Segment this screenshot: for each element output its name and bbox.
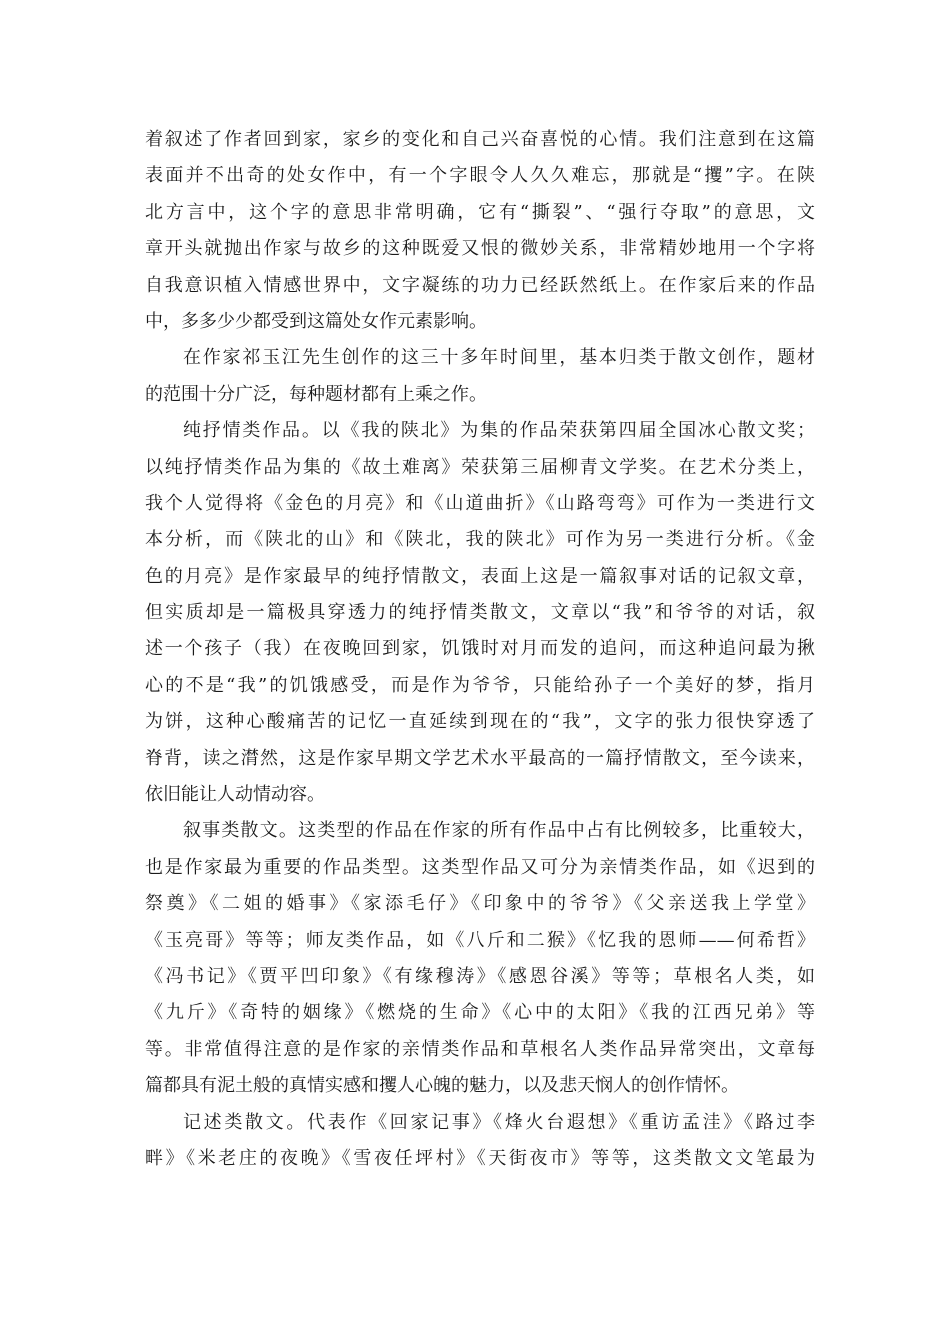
text-line: 等。非常值得注意的是作家的亲情类作品和草根名人类作品异常突出，文章每 [145,1038,815,1060]
text-line: 纯抒情类作品。以《我的陕北》为集的作品荣获第四届全国冰心散文奖； [183,420,815,442]
paragraph-4 [145,813,815,1104]
text-line: 《玉亮哥》等等；师友类作品，如《八斤和二猴》《忆我的恩师——何希哲》 [145,929,815,951]
paragraph-1 [145,122,815,340]
paragraph-5 [145,1105,815,1178]
text-line: 祭奠》《二姐的婚事》《家添毛仔》《印象中的爷爷》《父亲送我上学堂》 [145,893,815,915]
text-line: 我个人觉得将《金色的月亮》和《山道曲折》《山路弯弯》可作为一类进行文 [145,492,815,514]
text-line: 章开头就抛出作家与故乡的这种既爱又恨的微妙关系，非常精妙地用一个字将 [145,238,815,260]
text-line: 着叙述了作者回到家，家乡的变化和自己兴奋喜悦的心情。我们注意到在这篇 [145,129,815,150]
text-line: 叙事类散文。这类型的作品在作家的所有作品中占有比例较多，比重较大， [183,820,815,842]
text-line: 心的不是“我”的饥饿感受，而是作为爷爷，只能给孙子一个美好的梦，指月 [145,674,815,696]
text-line: 但实质却是一篇极具穿透力的纯抒情类散文，文章以“我”和爷爷的对话，叙 [145,602,815,624]
body-text [145,122,815,1177]
paragraph-3 [145,413,815,813]
text-line: 《冯书记》《贾平凹印象》《有缘穆涛》《感恩谷溪》等等；草根名人类，如 [145,965,815,987]
text-line: 自我意识植入情感世界中，文字凝练的功力已经跃然纸上。在作家后来的作品 [145,274,815,296]
text-line: 的范围十分广泛，每种题材都有上乘之作。 [145,383,487,405]
text-line: 北方言中，这个字的意思非常明确，它有“撕裂”、“强行夺取”的意思，文 [145,201,815,223]
text-line: 中，多多少少都受到这篇处女作元素影响。 [145,310,487,332]
text-line: 依旧能让人动情动容。 [145,784,325,806]
text-line: 篇都具有泥土般的真情实感和攫人心魄的魅力，以及悲天悯人的创作情怀。 [145,1075,739,1097]
text-line: 色的月亮》是作家最早的纯抒情散文，表面上这是一篇叙事对话的记叙文章， [145,565,815,587]
text-line: 《九斤》《奇特的姻缘》《燃烧的生命》《心中的太阳》《我的江西兄弟》等 [145,1002,815,1024]
text-line: 畔》《米老庄的夜晚》《雪夜任坪村》《天街夜市》等等，这类散文文笔最为 [145,1147,815,1169]
text-line: 在作家祁玉江先生创作的这三十多年时间里，基本归类于散文创作，题材 [183,347,815,369]
text-line: 记述类散文。代表作《回家记事》《烽火台遐想》《重访孟洼》《路过李 [183,1111,815,1133]
text-line: 述一个孩子（我）在夜晚回到家，饥饿时对月而发的追问，而这种追问最为揪 [145,638,815,660]
text-line: 也是作家最为重要的作品类型。这类型作品又可分为亲情类作品，如《迟到的 [145,856,815,878]
text-line: 为饼，这种心酸痛苦的记忆一直延续到现在的“我”，文字的张力很快穿透了 [145,711,815,733]
text-line: 以纯抒情类作品为集的《故土难离》荣获第三届柳青文学奖。在艺术分类上， [145,456,815,478]
paragraph-2 [145,340,815,413]
text-line: 脊背，读之潸然，这是作家早期文学艺术水平最高的一篇抒情散文，至今读来， [145,747,815,769]
text-line: 本分析，而《陕北的山》和《陕北，我的陕北》可作为另一类进行分析。《金 [145,529,815,551]
text-line: 表面并不出奇的处女作中，有一个字眼令人久久难忘，那就是“攫”字。在陕 [145,165,815,187]
